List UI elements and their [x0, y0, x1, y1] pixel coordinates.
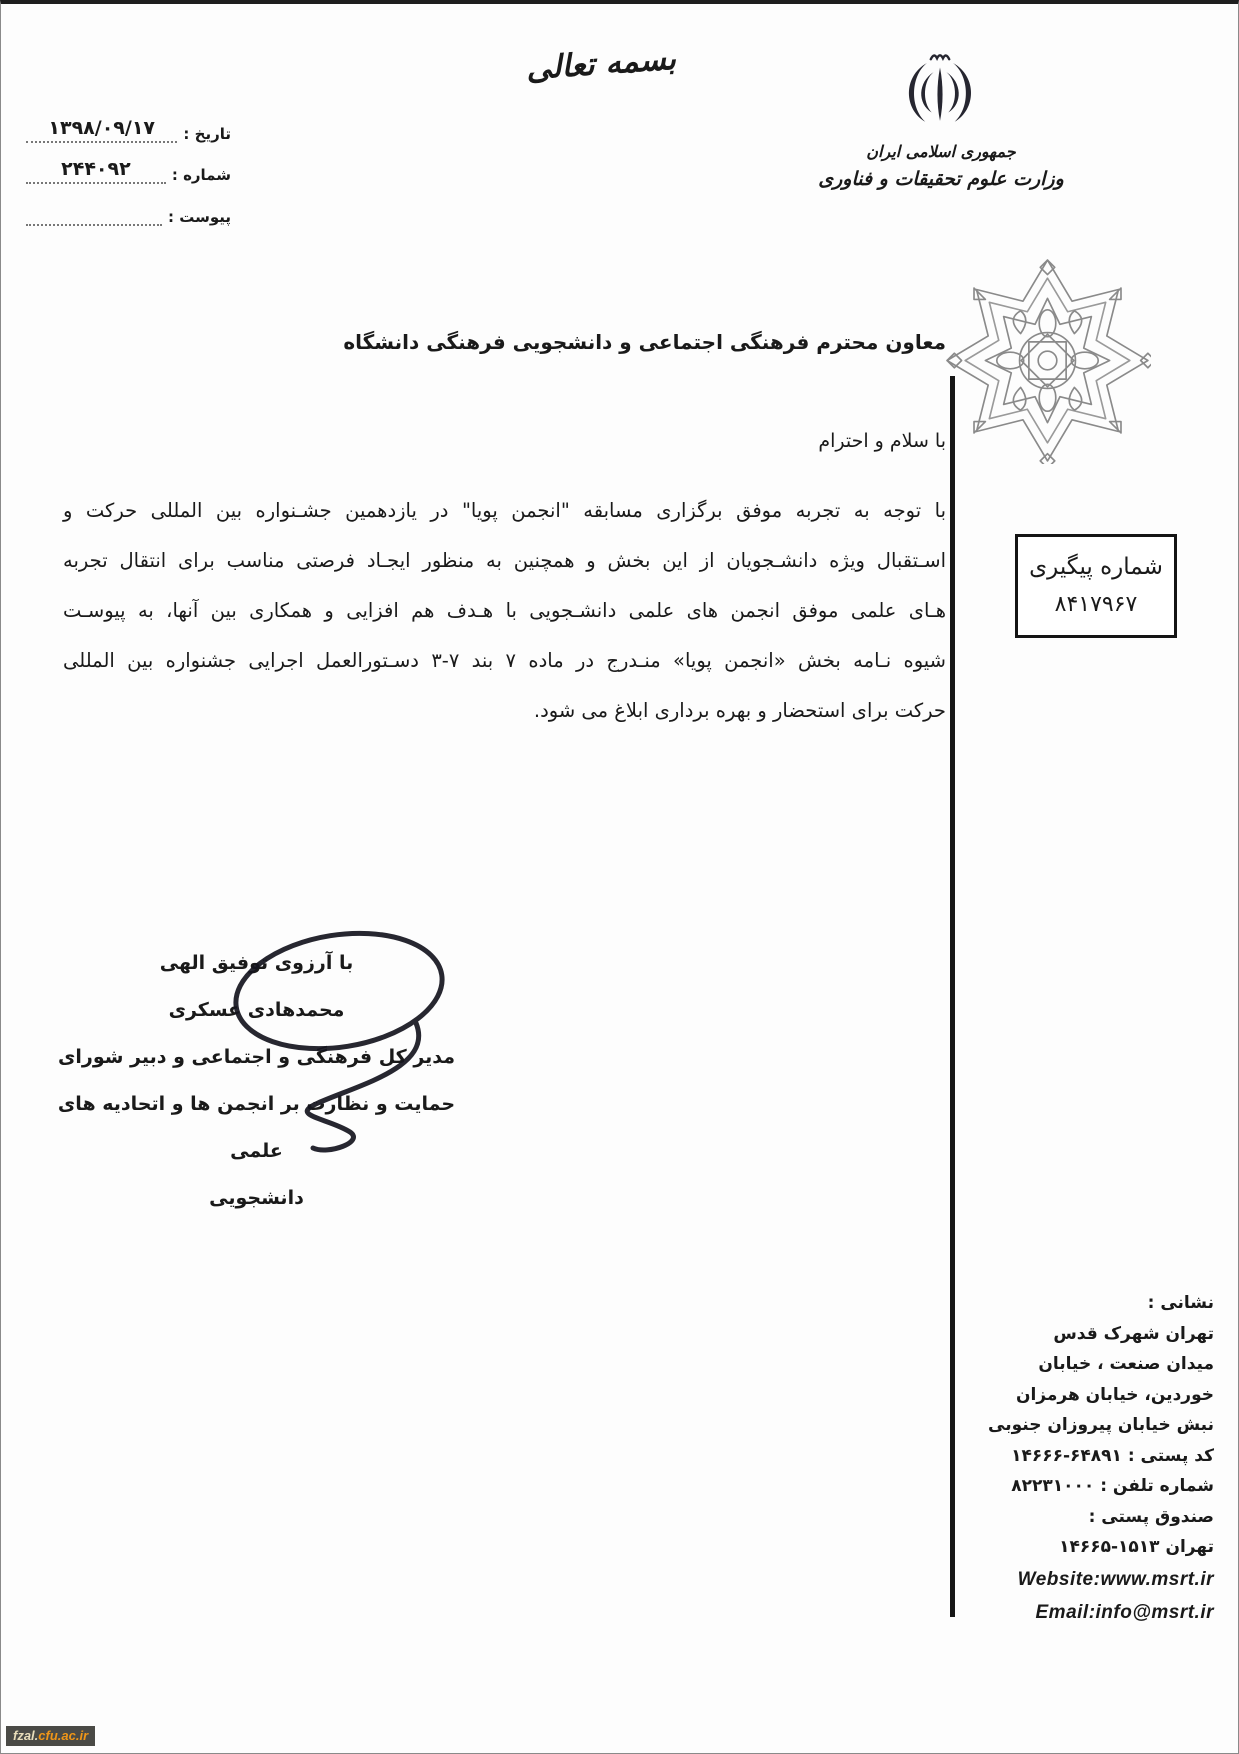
date-number-block: [26, 116, 231, 240]
pobox-label-line: صندوق پستی :: [1088, 1506, 1214, 1527]
date-row: [26, 116, 231, 143]
number-row: [26, 157, 231, 184]
postal-code-line: کد پستی : ۱۴۶۶۶-۶۴۸۹۱: [1011, 1445, 1214, 1466]
website-line: Website:www.msrt.ir: [1017, 1568, 1214, 1590]
republic-caption: جمهوری اسلامی ایران: [866, 142, 1016, 161]
address-label: نشانی :: [1147, 1293, 1214, 1313]
signatory-title-line: دانشجویی: [209, 1187, 304, 1209]
attachment-row: [26, 202, 231, 226]
signatory-title-line: مدیر کل فرهنگی و اجتماعی و دبیر شورای: [57, 1046, 456, 1068]
address-line: تهران شهرک قدس: [1053, 1323, 1214, 1344]
number-label: شماره :: [171, 166, 231, 184]
attachment-label: پیوست :: [167, 208, 231, 226]
date-label: تاریخ :: [183, 125, 231, 143]
signature-closing: با آرزوی توفیق الهی: [159, 952, 354, 974]
footer-address-block: [934, 1288, 1214, 1629]
signatory-title-line: حمایت و نظارت بر انجمن ها و اتحادیه های علمی: [57, 1093, 456, 1162]
attachment-value: [26, 202, 162, 226]
star-ornament-icon: [944, 257, 1151, 464]
address-line: خوردین، خیابان هرمزان: [1015, 1384, 1214, 1405]
recipient-line: معاون محترم فرهنگی اجتماعی و دانشجویی فرهنگی دانشگاه: [343, 330, 946, 354]
number-value: ۲۴۴۰۹۲: [26, 157, 166, 184]
iran-emblem-icon: [894, 50, 986, 142]
ministry-caption: وزارت علوم تحقیقات و فناوری: [818, 168, 1064, 190]
address-line: نبش خیابان پیروزان جنوبی: [988, 1415, 1214, 1435]
tracking-label: شماره پیگیری: [1029, 554, 1163, 580]
body-line: شیوه نـامه بخش «انجمن پویا» منـدرج در ماده ۷ بند ۷-۳ دسـتورالعمل اجرایی جشنواره بین المللی: [63, 649, 946, 672]
tracking-number: ۸۴۱۷۹۶۷: [1054, 592, 1138, 617]
body-line: اسـتقبال ویژه دانشـجویان از این بخش و همچنین به منظور ایجـاد فرصتی مناسب برای انتقال تجربه: [63, 549, 946, 572]
watermark-prefix: fzal.: [13, 1728, 39, 1743]
signature-block: [49, 940, 464, 1222]
body-line: حرکت برای استحضار و بهره برداری ابلاغ می شود.: [533, 699, 946, 722]
phone-line: شماره تلفن : ۸۲۲۳۱۰۰۰: [1011, 1476, 1214, 1496]
date-value: ۱۳۹۸/۰۹/۱۷: [26, 116, 177, 143]
salutation-line: با سلام و احترام: [818, 430, 946, 452]
signatory-name: محمدهادی عسکری: [168, 999, 345, 1021]
body-line: با توجه به تجربه موفق برگزاری مسابقه "انجمن پویا" در یازدهمین جشـنواره بین المللی حرکت و: [63, 499, 946, 522]
pobox-value-line: تهران ۱۴۶۶۵-۱۵۱۳: [1059, 1537, 1214, 1557]
address-line: میدان صنعت ، خیابان: [1038, 1354, 1214, 1374]
bismillah-calligraphy: بسمه تعالی: [524, 40, 678, 88]
letter-content: [63, 330, 946, 736]
email-line: Email:info@msrt.ir: [1035, 1601, 1214, 1623]
body-line: هـای علمی موفق انجمن های علمی دانشـجویی با هـدف هم افزایی و همکاری بین آنها، به پیوسـت: [63, 599, 946, 622]
watermark-badge: [6, 1726, 95, 1746]
watermark-suffix: cfu.ac.ir: [38, 1728, 89, 1743]
tracking-number-box: [1015, 534, 1177, 638]
